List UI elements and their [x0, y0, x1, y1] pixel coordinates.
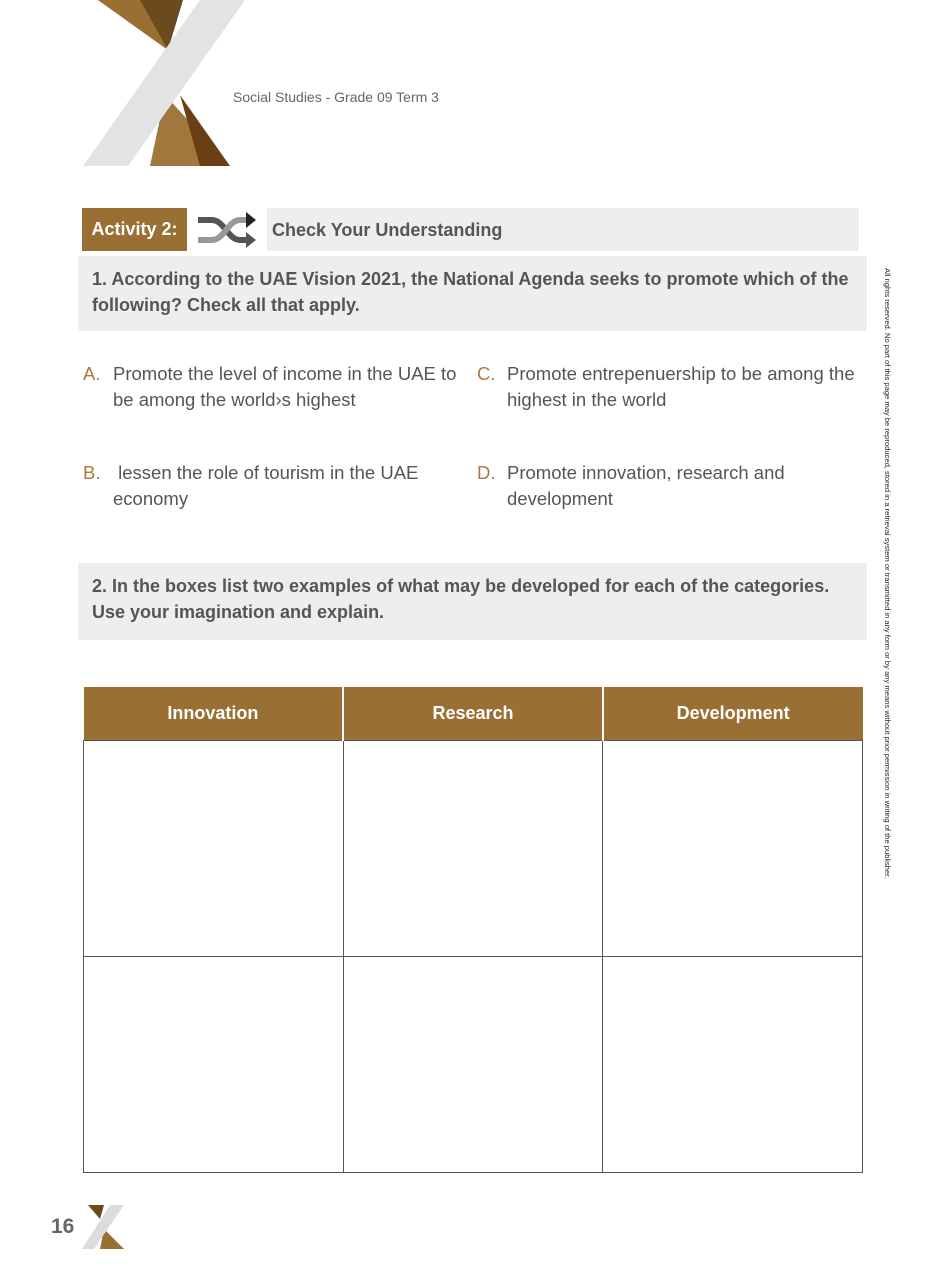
- option-text: Promote the level of income in the UAE to be among the world›s highest: [113, 363, 457, 410]
- column-header-development: Development: [603, 687, 863, 741]
- table-row: [84, 741, 863, 957]
- option-letter: B.: [83, 462, 101, 483]
- option-letter: D.: [477, 462, 496, 483]
- option-text: Promote innovation, research and development: [507, 462, 785, 509]
- question-2-prompt: 2. In the boxes list two examples of what may be developed for each of the categories. Use your imagination and explain.: [78, 563, 867, 640]
- answer-cell-research-2[interactable]: [343, 957, 603, 1173]
- answer-cell-development-2[interactable]: [603, 957, 863, 1173]
- answer-cell-innovation-1[interactable]: [84, 741, 344, 957]
- option-text: lessen the role of tourism in the UAE economy: [113, 462, 424, 509]
- table-row: [84, 957, 863, 1173]
- course-subtitle: Social Studies - Grade 09 Term 3: [233, 89, 439, 105]
- grade-x-logo: [80, 0, 255, 170]
- column-header-innovation: Innovation: [84, 687, 344, 741]
- option-letter: C.: [477, 363, 496, 384]
- answer-cell-research-1[interactable]: [343, 741, 603, 957]
- table-header-row: [84, 687, 863, 741]
- grade-x-logo-small: [82, 1205, 126, 1251]
- categories-table: [83, 687, 863, 1173]
- option-text: Promote entrepenuership to be among the highest in the world: [507, 363, 855, 410]
- answer-cell-development-1[interactable]: [603, 741, 863, 957]
- activity-label: Activity 2:: [82, 208, 187, 251]
- page-number: 16: [51, 1215, 75, 1238]
- activity-header: [82, 208, 859, 251]
- answer-cell-innovation-2[interactable]: [84, 957, 344, 1173]
- option-letter: A.: [83, 363, 101, 384]
- question-1-prompt: 1. According to the UAE Vision 2021, the National Agenda seeks to promote which of the following? Check all that apply.: [78, 256, 867, 331]
- copyright-notice: All rights reserved. No part of this page may be reproduced, stored in a retrieval system or transmitted in any form or by any means without prior permission in writing of the publisher.: [883, 268, 892, 879]
- column-header-research: Research: [343, 687, 603, 741]
- activity-title: Check Your Understanding: [267, 208, 859, 251]
- shuffle-icon: [194, 210, 258, 250]
